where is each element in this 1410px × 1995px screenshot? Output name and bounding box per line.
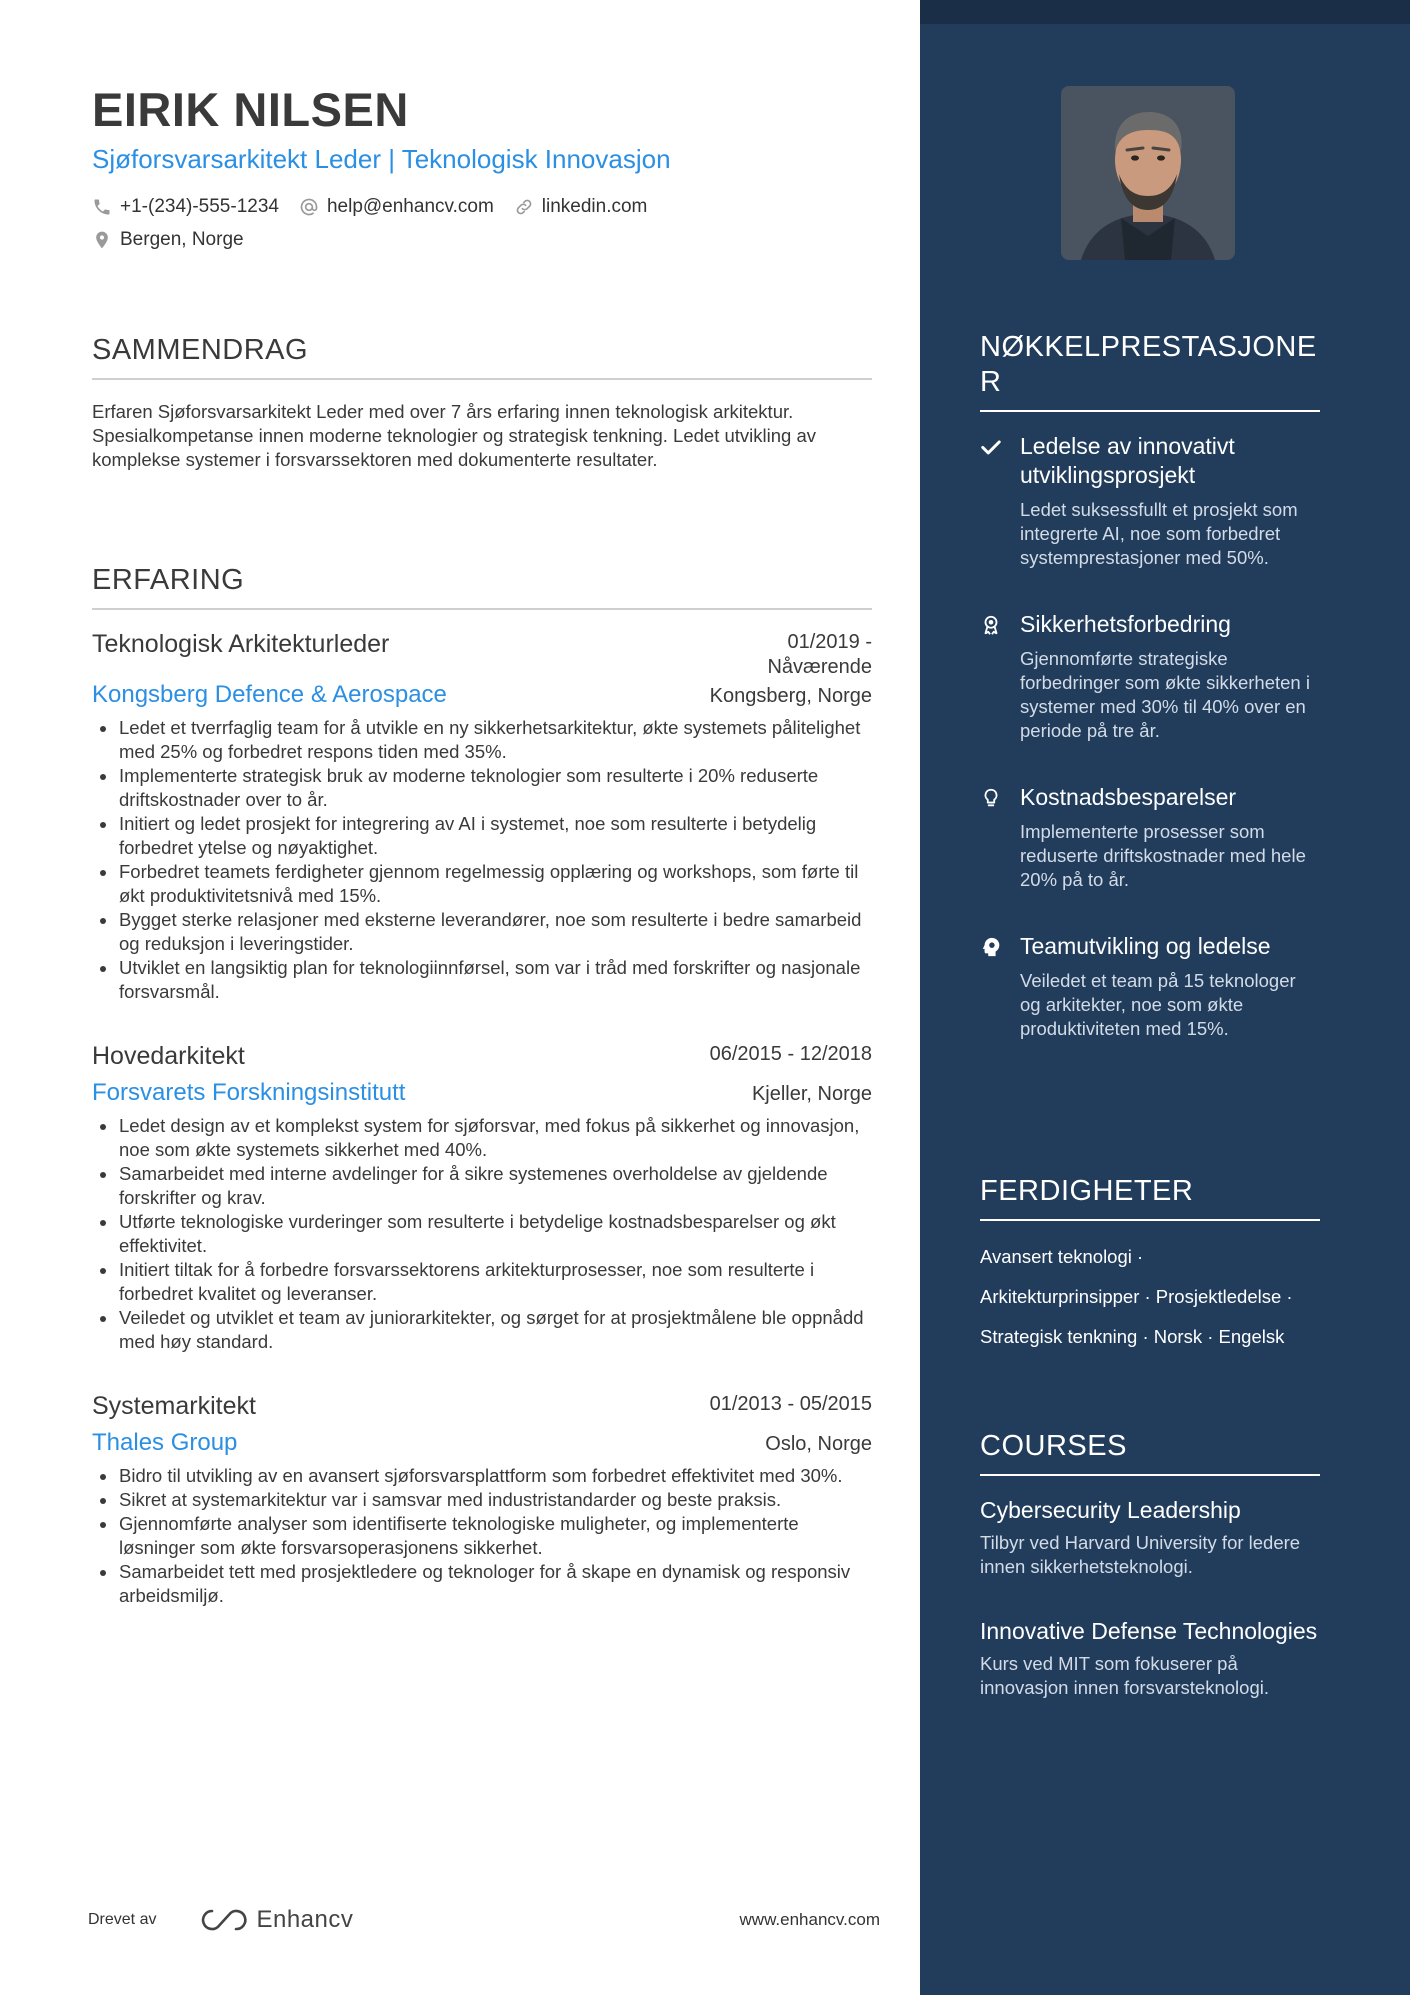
- at-sign-icon: [299, 197, 319, 217]
- job-company: Thales Group: [92, 1429, 238, 1456]
- contact-location: [92, 229, 244, 251]
- skills-section: [980, 1174, 1320, 1365]
- job-entry: [92, 628, 872, 1004]
- summary-heading: SAMMENDRAG: [92, 332, 872, 380]
- contact-email[interactable]: [299, 196, 494, 218]
- course-desc: Tilbyr ved Harvard University for ledere innen sikkerhetsteknologi.: [980, 1532, 1301, 1577]
- job-company: Forsvarets Forskningsinstitutt: [92, 1079, 406, 1106]
- job-location: Kjeller, Norge: [751, 1083, 872, 1105]
- footer: [88, 1900, 880, 1940]
- location-pin-icon: [92, 230, 112, 250]
- head-brain-icon: [980, 932, 1004, 1041]
- job-bullet: Samarbeidet tett med prosjektledere og teknologer for å skape en dynamisk og responsiv arbeidsmiljø.: [92, 1560, 872, 1608]
- skills-line: Avansert teknologi ·: [980, 1246, 1144, 1267]
- skills-line: Arkitekturprinsipper · Prosjektledelse ·: [980, 1286, 1293, 1307]
- achievements-heading: NØKKELPRESTASJONER: [980, 330, 1320, 412]
- powered-by-label: Drevet av: [88, 1911, 157, 1928]
- phone-icon: [92, 197, 112, 217]
- enhancv-logo-icon: [200, 1907, 248, 1933]
- job-date-end: Nåværende: [767, 656, 872, 678]
- job-bullet: Forbedret teamets ferdigheter gjennom regelmessig opplæring og workshops, som førte til økt produktivitetsnivå med 15%.: [92, 860, 872, 908]
- job-company: Kongsberg Defence & Aerospace: [92, 681, 447, 708]
- achievement-desc: Ledet suksessfullt et prosjekt som integrerte AI, noe som forbedret systemprestasjoner med 50%.: [1020, 499, 1298, 568]
- sidebar: [920, 0, 1410, 1995]
- job-bullet: Utviklet en langsiktig plan for teknologiinnførsel, som var i tråd med forskrifter og nasjonale forsvarsmål.: [92, 956, 872, 1004]
- enhancv-logo[interactable]: [200, 1906, 353, 1934]
- achievement-title: Kostnadsbesparelser: [1020, 784, 1237, 810]
- courses-section: [980, 1429, 1320, 1700]
- award-ribbon-icon: [980, 610, 1004, 743]
- skills-line: Strategisk tenkning · Norsk · Engelsk: [980, 1326, 1285, 1347]
- job-date: 01/2013 - 05/2015: [709, 1393, 872, 1415]
- job-role: Teknologisk Arkitekturleder: [92, 630, 390, 658]
- course-title: Innovative Defense Technologies: [980, 1618, 1318, 1644]
- candidate-name: EIRIK NILSEN: [92, 83, 409, 136]
- job-bullets: [92, 716, 872, 1004]
- experience-heading: ERFARING: [92, 562, 872, 610]
- achievement-item: [980, 432, 1320, 570]
- summary-section: [92, 332, 872, 472]
- job-bullets: [92, 1114, 872, 1354]
- contact-info: [92, 190, 882, 256]
- job-entry: [92, 1390, 872, 1608]
- achievement-item: [980, 610, 1320, 743]
- job-location: Kongsberg, Norge: [709, 685, 872, 707]
- portrait-image: [1061, 86, 1235, 260]
- job-date: 06/2015 - 12/2018: [709, 1043, 872, 1065]
- job-role: Systemarkitekt: [92, 1392, 256, 1420]
- achievement-title: Sikkerhetsforbedring: [1020, 611, 1231, 637]
- courses-heading: COURSES: [980, 1429, 1320, 1476]
- achievement-title: Teamutvikling og ledelse: [1020, 933, 1271, 959]
- lightbulb-icon: [980, 783, 1004, 892]
- achievement-desc: Veiledet et team på 15 teknologer og arkitekter, noe som økte produktiviteten med 15%.: [1020, 970, 1296, 1039]
- checkmark-icon: [980, 432, 1004, 570]
- email-text: help@enhancv.com: [326, 195, 494, 217]
- course-desc: Kurs ved MIT som fokuserer på innovasjon innen forsvarsteknologi.: [980, 1653, 1269, 1698]
- skills-list: [980, 1245, 1320, 1349]
- phone-text: +1-(234)-555-1234: [120, 195, 279, 217]
- profile-photo: [1061, 86, 1235, 260]
- achievements-section: [980, 330, 1320, 1041]
- job-bullet: Ledet et tverrfaglig team for å utvikle en ny sikkerhetsarkitektur, økte systemets pålitelighet med 25% og forbedret respons tiden med 35%.: [92, 716, 872, 764]
- job-bullet: Initiert tiltak for å forbedre forsvarssektorens arkitekturprosesser, noe som resulterte i forbedret kvalitet og leveranser.: [92, 1258, 872, 1306]
- job-bullet: Bygget sterke relasjoner med eksterne leverandører, noe som resulterte i bedre samarbeid og reduksjon i leveringstider.: [92, 908, 872, 956]
- job-bullet: Sikret at systemarkitektur var i samsvar med industristandarder og beste praksis.: [92, 1488, 872, 1512]
- achievement-item: [980, 932, 1320, 1041]
- job-role: Hovedarkitekt: [92, 1042, 245, 1070]
- job-bullet: Utførte teknologiske vurderinger som resulterte i betydelige kostnadsbesparelser og økt effektivitet.: [92, 1210, 872, 1258]
- sidebar-top-band: [920, 0, 1410, 24]
- job-bullets: [92, 1464, 872, 1608]
- job-bullet: Implementerte strategisk bruk av moderne teknologier som resulterte i 20% reduserte driftskostnader over to år.: [92, 764, 872, 812]
- linkedin-text: linkedin.com: [541, 195, 648, 217]
- achievement-title: Ledelse av innovativt utviklingsprosjekt: [1020, 433, 1235, 488]
- contact-linkedin[interactable]: [514, 196, 648, 218]
- course-item: [980, 1617, 1320, 1700]
- job-date-start: 01/2019 -: [787, 631, 872, 653]
- job-bullet: Veiledet og utviklet et team av juniorarkitekter, og sørget for at prosjektmålene ble oppnådd med høy standard.: [92, 1306, 872, 1354]
- job-location: Oslo, Norge: [765, 1433, 872, 1455]
- job-date: [767, 630, 872, 680]
- job-bullet: Initiert og ledet prosjekt for integrering av AI i systemet, noe som resulterte i betydelig forbedret ytelse og nøyaktighet.: [92, 812, 872, 860]
- link-icon: [514, 197, 534, 217]
- summary-text: Erfaren Sjøforsvarsarkitekt Leder med over 7 års erfaring innen teknologisk arkitektur. Spesialkompetanse innen moderne teknologier og strategisk tenkning. Ledet utvikling av komplekse systemer i forsvarssektoren med dokumenterte resultater.: [92, 401, 817, 470]
- job-bullet: Gjennomførte analyser som identifiserte teknologiske muligheter, og implementerte løsninger som økte forsvarsoperasjonens sikkerhet.: [92, 1512, 872, 1560]
- contact-phone[interactable]: [92, 196, 279, 218]
- achievement-desc: Gjennomførte strategiske forbedringer som økte sikkerheten i systemer med 30% til 40% over en periode på tre år.: [1020, 648, 1310, 741]
- job-bullet: Ledet design av et komplekst system for sjøforsvar, med fokus på sikkerhet og innovasjon, noe som økte systemets sikkerhet med 40%.: [92, 1114, 872, 1162]
- achievement-item: [980, 783, 1320, 892]
- candidate-title: Sjøforsvarsarkitekt Leder | Teknologisk Innovasjon: [92, 144, 671, 174]
- location-text: Bergen, Norge: [120, 228, 244, 250]
- experience-section: [92, 562, 872, 1608]
- brand-name: Enhancv: [256, 1906, 354, 1933]
- job-bullet: Bidro til utvikling av en avansert sjøforsvarsplattform som forbedret effektivitet med 30%.: [92, 1464, 872, 1488]
- skills-heading: FERDIGHETER: [980, 1174, 1320, 1221]
- job-entry: [92, 1040, 872, 1354]
- website-link[interactable]: www.enhancv.com: [739, 1910, 880, 1929]
- course-item: [980, 1496, 1320, 1579]
- achievement-desc: Implementerte prosesser som reduserte driftskostnader med hele 20% på to år.: [1020, 821, 1306, 890]
- job-bullet: Samarbeidet med interne avdelinger for å sikre systemenes overholdelse av gjeldende forskrifter og krav.: [92, 1162, 872, 1210]
- course-title: Cybersecurity Leadership: [980, 1497, 1241, 1523]
